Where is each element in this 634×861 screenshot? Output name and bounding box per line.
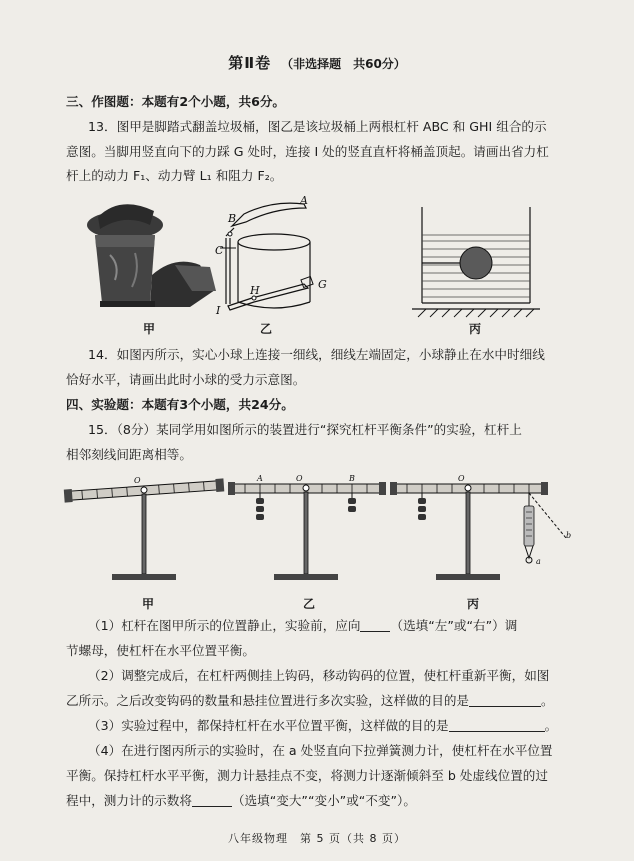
lever-yi-point-a: A [257,474,263,483]
fig14-label-bing: 丙 [469,322,482,336]
q13-line2: 意图。当脚用竖直向下的力踩 G 处时，连接 I 处的竖直直杆将桶盖顶起。请画出省力杠 [66,144,549,159]
figure-ball-in-water [412,205,542,320]
figure-lever-diagram [212,192,352,320]
spring-point-a-label: a [536,557,541,566]
section3-heading: 三、作图题：本题有2个小题，共6分。 [66,94,286,109]
page-footer: 八年级物理 第 5 页（共 8 页） [228,832,406,845]
q13-line3: 杆上的动力 F₁、动力臂 L₁ 和阻力 F₂。 [66,168,283,183]
q15-p4-line1: （4）在进行图丙所示的实验时，在 a 处竖直向下拉弹簧测力计，使杠杆在水平位置 [88,743,553,758]
q15-p2-pre: 乙所示。之后改变钩码的数量和悬挂位置进行多次实验，这样做的目的是 [66,693,469,708]
q15-p1-pre: （1）杠杆在图甲所示的位置静止，实验前，应向 [88,618,361,633]
lever-yi-point-b: B [349,474,355,483]
fig13-label-yi: 乙 [260,322,273,336]
fig13-label-jia: 甲 [143,322,156,336]
q15-p1-answer-blank[interactable] [360,618,390,632]
volume-title: 第Ⅱ卷 [228,54,272,72]
point-h-label: H [250,284,260,297]
q15-p4-post: （选填“变大”“变小”或“不变”）。 [231,793,416,808]
q15-line1: 15．（8分）某同学用如图所示的装置进行“探究杠杆平衡条件”的实验，杠杆上 [88,422,522,437]
lever-jia-pivot-label: O [134,476,141,485]
q15-p2-line2 [66,692,586,710]
q15-p3-post: 。 [544,718,558,733]
point-b-label: B [228,212,237,225]
q15-p4-line2: 平衡。保持杠杆水平平衡，测力计悬挂点不变，将测力计逐渐倾斜至 b 处虚线位置的过 [66,768,548,783]
point-c-label: C [215,244,224,257]
q13-line1: 13．图甲是脚踏式翻盖垃圾桶，图乙是该垃圾桶上两根杠杆 ABC 和 GHI 组合的示 [88,119,547,134]
q15-p3-pre: （3）实验过程中，都保持杠杆在水平位置平衡，这样做的目的是 [88,718,449,733]
q15-p4-pre: 程中，测力计的示数将 [66,793,192,808]
figure-lever-jia [62,470,232,592]
q15-p4-line3 [66,792,586,810]
section-title [0,52,634,73]
point-g-label: G [318,278,327,291]
figure-lever-bing [388,470,578,592]
fig15-label-jia: 甲 [142,597,155,611]
q15-p3-line [88,717,586,735]
q15-p2-line1: （2）调整完成后，在杠杆两侧挂上钩码，移动钩码的位置，使杠杆重新平衡，如图 [88,668,550,683]
figure-trash-can-photo [80,195,220,315]
lever-yi-pivot-label: O [296,474,303,483]
q15-p1-post: （选填“左”或“右”）调 [390,618,518,633]
q15-p2-answer-blank[interactable] [469,693,541,707]
spring-point-b-label: b [566,531,572,540]
q15-p4-answer-blank[interactable] [192,793,232,807]
section4-heading: 四、实验题：本题有3个小题，共24分。 [66,397,294,412]
q15-p1-line1 [88,617,586,635]
point-a-label: A [300,194,308,207]
figure-lever-yi [226,470,391,592]
q15-p2-post: 。 [541,693,554,708]
volume-subtitle: （非选择题 共60分） [281,57,406,71]
q15-line2: 相邻刻线间距离相等。 [66,447,192,462]
q15-p1-line2: 节螺母，使杠杆在水平位置平衡。 [66,643,255,658]
fig15-label-bing: 丙 [467,597,480,611]
q14-line1: 14．如图丙所示，实心小球上连接一细线，细线左端固定，小球静止在水中时细线 [88,347,545,362]
fig15-label-yi: 乙 [303,597,316,611]
q14-line2: 恰好水平，请画出此时小球的受力示意图。 [66,372,306,387]
q15-p3-answer-blank[interactable] [449,718,545,732]
lever-bing-pivot-label: O [458,474,465,483]
point-i-label: I [216,304,221,317]
